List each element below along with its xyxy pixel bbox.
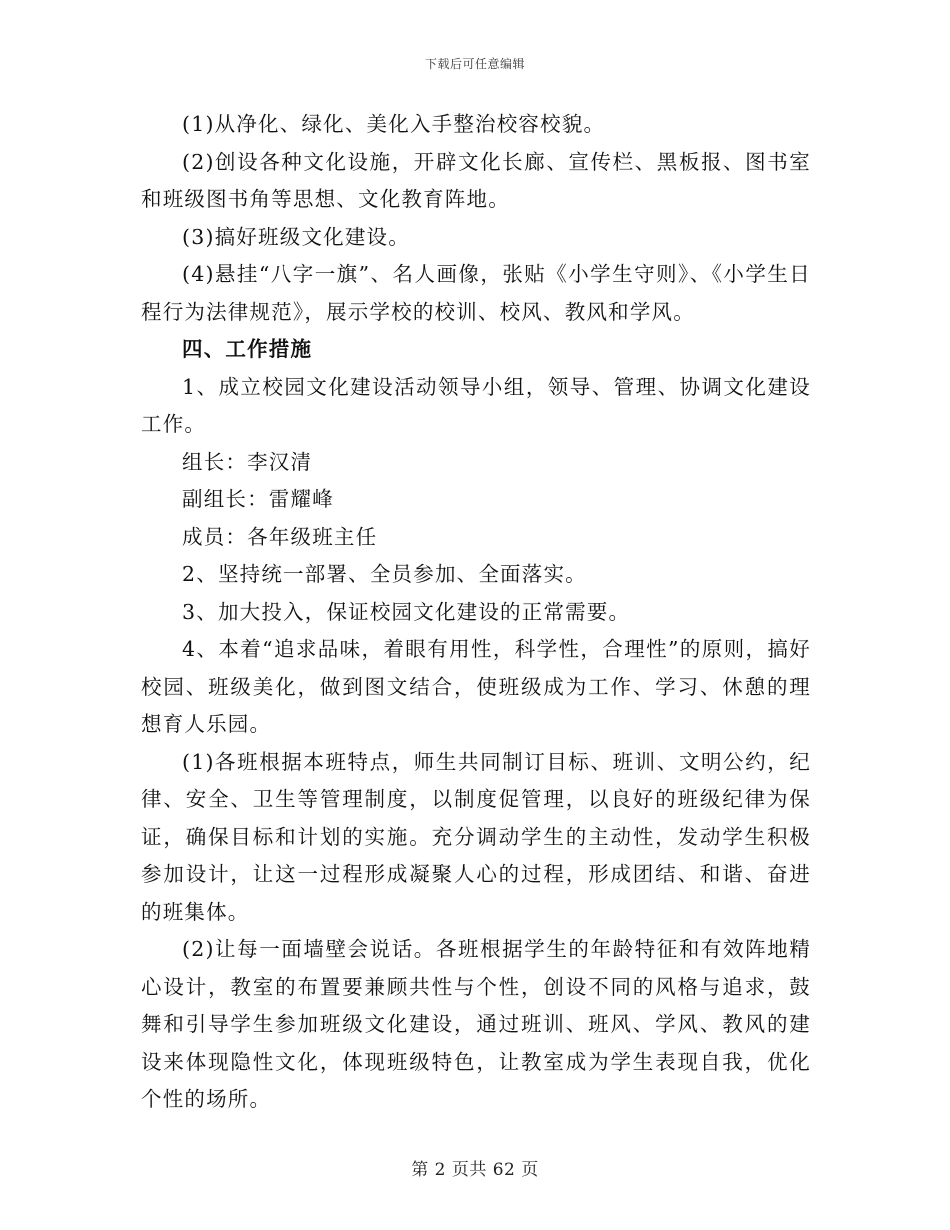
measure-4-subitem-1: (1)各班根据本班特点，师生共同制订目标、班训、文明公约，纪律、安全、卫生等管理制度，以制度促管理，以良好的班级纪律为保证，确保目标和计划的实施。充分调动学生的主动性，发动学生积极参加设计，让这一过程形成凝聚人心的过程，形成团结、和谐、奋进的班集体。 <box>141 749 811 924</box>
page-header: 下载后可任意编辑 <box>424 57 525 71</box>
paragraph-item-2: (2)创设各种文化设施，开辟文化长廊、宣传栏、黑板报、图书室和班级图书角等思想、文化教育阵地。 <box>141 149 811 211</box>
section-heading: 四、工作措施 <box>182 337 313 361</box>
measure-1: 1、成立校园文化建设活动领导小组，领导、管理、协调文化建设工作。 <box>141 374 811 436</box>
paragraph-item-3: (3)搞好班级文化建设。 <box>182 224 410 249</box>
paragraph-item-1: (1)从净化、绿化、美化入手整治校容校貌。 <box>182 112 606 136</box>
deputy-group-leader: 副组长：雷耀峰 <box>182 487 334 511</box>
page-footer: 第 2 页共 62 页 <box>411 1160 539 1180</box>
measure-4-subitem-2: (2)让每一面墙壁会说话。各班根据学生的年龄特征和有效阵地精心设计，教室的布置要兼顾共性与个性，创设不同的风格与追求，鼓舞和引导学生参加班级文化建设，通过班训、班风、学风、教风的建设来体现隐性文化，体现班级特色，让教室成为学生表现自我，优化个性的场所。 <box>141 937 811 1111</box>
paragraph-item-4: (4)悬挂“八字一旗”、名人画像，张贴《小学生守则》、《小学生日程行为法律规范》，展示学校的校训、校风、教风和学风。 <box>141 262 811 324</box>
measure-4: 4、本着“追求品味，着眼有用性，科学性，合理性”的原则，搞好校园、班级美化，做到图文结合，使班级成为工作、学习、休憩的理想育人乐园。 <box>141 637 811 736</box>
measure-3: 3、加大投入，保证校园文化建设的正常需要。 <box>182 599 631 624</box>
group-members: 成员：各年级班主任 <box>182 524 378 549</box>
group-leader: 组长：李汉清 <box>182 449 313 474</box>
measure-2: 2、坚持统一部署、全员参加、全面落实。 <box>182 562 587 586</box>
document-body <box>141 106 811 1119</box>
